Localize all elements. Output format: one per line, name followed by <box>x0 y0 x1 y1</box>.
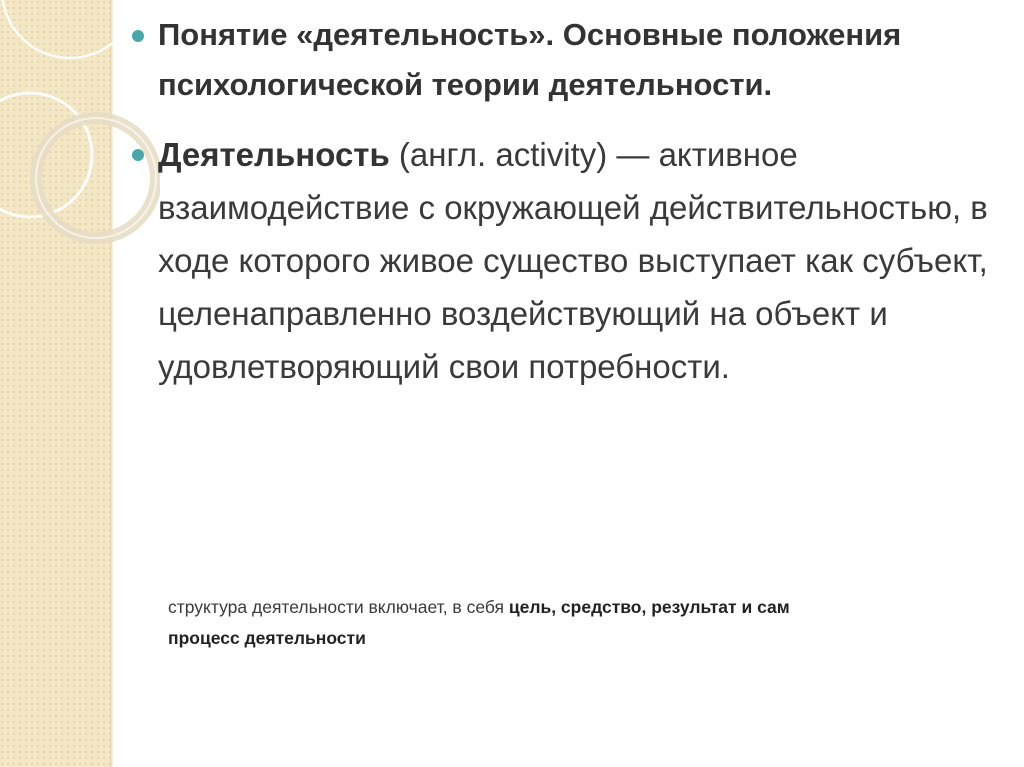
structure-note-emphasis: цель, средство, результат и сам процесс деятельности <box>168 597 790 648</box>
slide-content <box>128 10 988 393</box>
bullet-item-topic <box>128 10 988 110</box>
definition-text: (англ. activity) — активное взаимодействие с окружающей действительностью, в ходе которого живое существо выступает как субъект, целенаправленно воздействующий на объект и удовлетворяющий свои потребности. <box>158 136 988 385</box>
bullet-dot-icon <box>132 149 144 161</box>
definition-term: Деятельность <box>158 136 390 173</box>
topic-title: Понятие «деятельность». Основные положения психологической теории деятельности. <box>158 17 902 102</box>
bullet-dot-icon <box>132 30 144 42</box>
bullet-item-definition <box>128 128 988 393</box>
structure-note <box>168 592 848 654</box>
structure-note-prefix: структура деятельности включает, в себя <box>168 597 509 617</box>
